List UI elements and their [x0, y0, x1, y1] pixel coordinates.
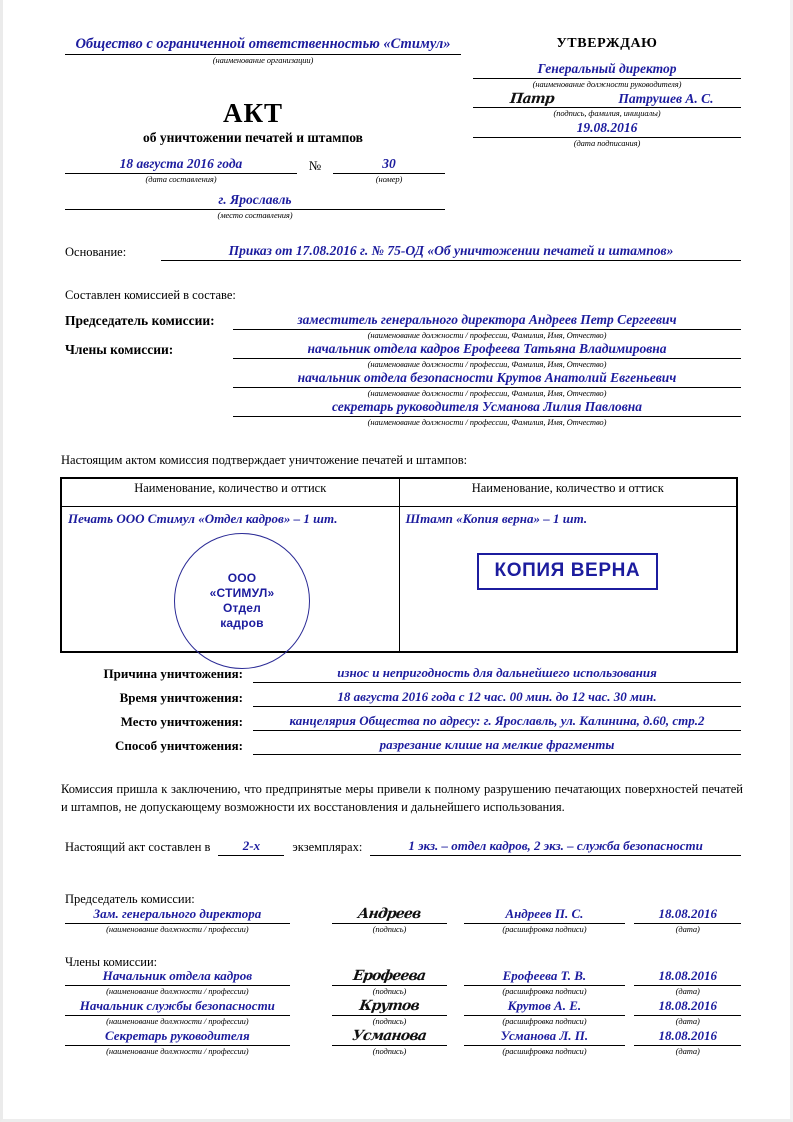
detail-field: [253, 689, 741, 707]
organization-caption: (наименование организации): [212, 55, 314, 65]
detail-value: износ и непригодность для дальнейшего использования: [337, 665, 657, 680]
seal-impression-area: [62, 527, 399, 645]
signature-scribble: Ерофеева: [352, 968, 427, 984]
approval-date: 19.08.2016: [576, 120, 638, 135]
signature-gap: [290, 998, 333, 1026]
table-header-right: Наименование, количество и оттиск: [399, 479, 737, 507]
chair-signature-heading: Председатель комиссии:: [65, 892, 195, 906]
copies-count-underline: [218, 855, 284, 856]
document-number-field: [333, 156, 445, 184]
signature-position-caption: (наименование должности / профессии): [106, 986, 249, 996]
basis-value: Приказ от 17.08.2016 г. № 75-ОД «Об уничтожении печатей и штампов»: [228, 243, 674, 258]
detail-underline: [253, 754, 741, 755]
document-number: 30: [382, 156, 396, 171]
approver-position-field: [473, 61, 741, 89]
commission-row-value: начальник отдела кадров Ерофеева Татьяна Владимировна: [307, 341, 667, 356]
date-number-row: [65, 156, 445, 184]
signature-row: [65, 968, 741, 996]
signature-gap: [447, 1028, 464, 1056]
copies-count-field: [218, 838, 284, 856]
signature-name: Ерофеева Т. В.: [502, 968, 587, 983]
detail-row: [65, 713, 741, 731]
commission-row-caption: (наименование должности / профессии, Фамилия, Имя, Отчество): [367, 417, 607, 427]
approver-signature-row: [473, 91, 741, 107]
signature-gap: [447, 968, 464, 996]
signature-name-caption: (расшифровка подписи): [502, 986, 587, 996]
page-subtitle: об уничтожении печатей и штампов: [143, 130, 363, 145]
approver-position-caption: (наименование должности руководителя): [532, 79, 682, 89]
commission-list: [65, 312, 741, 427]
signature-position-caption: (наименование должности / профессии): [106, 924, 249, 934]
signature-date-caption: (дата): [675, 924, 700, 934]
table-cell-stamp: [399, 507, 737, 652]
commission-row-value: секретарь руководителя Усманова Лилия Павловна: [331, 399, 643, 414]
signature-name: Андреев П. С.: [505, 906, 584, 921]
commission-row-value: начальник отдела безопасности Крутов Анатолий Евгеньевич: [297, 370, 677, 385]
copies-middle: экземплярах:: [292, 840, 363, 854]
signature-date-caption: (дата): [675, 1016, 700, 1026]
signature-sign-cell: [332, 998, 446, 1026]
organization-name: Общество с ограниченной ответственностью «Стимул»: [75, 36, 451, 52]
signature-date-cell: [634, 998, 741, 1026]
copies-prefix: Настоящий акт составлен в: [65, 840, 211, 854]
signature-gap: [625, 906, 635, 934]
detail-underline: [253, 706, 741, 707]
seal-line-3: Отдел: [223, 601, 261, 615]
commission-row-label: [65, 399, 233, 400]
copies-count: 2-х: [242, 838, 261, 853]
commission-row: [65, 399, 741, 427]
signature-sign-caption: (подпись): [372, 924, 407, 934]
commission-row-label: Председатель комиссии:: [65, 313, 215, 328]
copies-detail-field: [370, 838, 741, 856]
signature-sign-cell: [332, 1028, 446, 1056]
signature-scribble: Крутов: [358, 998, 421, 1014]
detail-underline: [253, 730, 741, 731]
approver-name: Патрушев А. С.: [618, 91, 714, 106]
copies-detail: 1 экз. – отдел кадров, 2 экз. – служба безопасности: [408, 838, 703, 853]
signature-date-cell: [634, 906, 741, 934]
detail-row: [65, 665, 741, 683]
signature-row: [65, 906, 741, 934]
basis-underline: [161, 260, 741, 261]
members-signature-heading: Члены комиссии:: [65, 955, 158, 969]
commission-row-label: [65, 370, 233, 371]
signature-row: [65, 1028, 741, 1056]
commission-row-field: [233, 341, 741, 369]
signature-position: Зам. генерального директора: [93, 906, 262, 921]
signature-scribble: Андреев: [357, 906, 422, 922]
signature-name-cell: [464, 906, 625, 934]
detail-label: Способ уничтожения:: [115, 738, 243, 753]
approver-position: Генеральный директор: [537, 61, 677, 76]
signature-date: 18.08.2016: [658, 968, 717, 983]
signature-gap: [290, 906, 333, 934]
signature-name-caption: (расшифровка подписи): [502, 1016, 587, 1026]
number-label: №: [308, 158, 322, 173]
signature-position-cell: [65, 968, 290, 996]
signature-gap: [290, 1028, 333, 1056]
basis-row: [65, 243, 741, 261]
approve-word: УТВЕРЖДАЮ: [556, 36, 658, 51]
detail-field: [253, 737, 741, 755]
commission-row: [65, 370, 741, 398]
signature-date-cell: [634, 1028, 741, 1056]
place-field: [65, 192, 445, 220]
signature-sign-caption: (подпись): [372, 986, 407, 996]
chair-signature-block: [65, 906, 741, 934]
signature-gap: [447, 906, 464, 934]
members-signature-block: [65, 968, 741, 1056]
signature-name-caption: (расшифровка подписи): [502, 924, 587, 934]
detail-value: канцелярия Общества по адресу: г. Ярославль, ул. Калинина, д.60, стр.2: [289, 713, 705, 728]
seal-line-2: «СТИМУЛ»: [209, 586, 275, 600]
approver-signature-scribble: Патр: [509, 91, 555, 107]
compile-date: 18 августа 2016 года: [119, 156, 243, 171]
compile-date-caption: (дата составления): [145, 174, 217, 184]
signature-name-cell: [464, 1028, 625, 1056]
signature-date-caption: (дата): [675, 1046, 700, 1056]
place-value: г. Ярославль: [218, 192, 292, 207]
signature-position-caption: (наименование должности / профессии): [106, 1046, 249, 1056]
signature-gap: [625, 968, 635, 996]
stamp-item-label: Штамп «Копия верна» – 1 шт.: [405, 511, 588, 526]
commission-row-caption: (наименование должности / профессии, Фамилия, Имя, Отчество): [367, 330, 607, 340]
organization-field: [65, 36, 461, 65]
detail-row: [65, 689, 741, 707]
signature-name-cell: [464, 968, 625, 996]
detail-label: Причина уничтожения:: [103, 666, 243, 681]
copies-detail-underline: [370, 855, 741, 856]
signature-date-caption: (дата): [675, 986, 700, 996]
detail-field: [253, 713, 741, 731]
signature-gap: [625, 998, 635, 1026]
detail-row: [65, 737, 741, 755]
commission-row-field: [233, 312, 741, 340]
commission-row-value: заместитель генерального директора Андреев Петр Сергеевич: [297, 312, 677, 327]
signature-sign-caption: (подпись): [372, 1016, 407, 1026]
table-intro-text: Настоящим актом комиссия подтверждает уничтожение печатей и штампов:: [61, 453, 468, 467]
signature-gap: [290, 968, 333, 996]
compile-date-field: [65, 156, 297, 184]
basis-label: Основание:: [65, 245, 127, 259]
signature-position-caption: (наименование должности / профессии): [106, 1016, 249, 1026]
basis-field: [161, 243, 741, 261]
detail-underline: [253, 682, 741, 683]
signature-sign-cell: [332, 968, 446, 996]
signature-sign-cell: [332, 906, 446, 934]
signature-row: [65, 998, 741, 1026]
page-title: АКТ: [222, 98, 284, 128]
detail-label: Время уничтожения:: [119, 690, 243, 705]
signature-gap: [447, 998, 464, 1026]
signature-name-caption: (расшифровка подписи): [502, 1046, 587, 1056]
signature-position-cell: [65, 1028, 290, 1056]
detail-value: разрезание клише на мелкие фрагменты: [379, 737, 615, 752]
composed-by-line: Составлен комиссией в составе:: [65, 288, 236, 302]
commission-row: [65, 312, 741, 340]
commission-row-caption: (наименование должности / профессии, Фамилия, Имя, Отчество): [367, 359, 607, 369]
commission-row-field: [233, 370, 741, 398]
stamp-impression-area: [400, 527, 737, 645]
detail-value: 18 августа 2016 года с 12 час. 00 мин. до 12 час. 30 мин.: [337, 689, 657, 704]
signature-gap: [625, 1028, 635, 1056]
approver-signature-caption: (подпись, фамилия, инициалы): [553, 108, 661, 118]
seal-line-1: ООО: [227, 571, 257, 585]
seal-table: [60, 477, 738, 653]
table-row: [62, 507, 737, 652]
signature-name: Усманова Л. П.: [500, 1028, 589, 1043]
signature-name: Крутов А. Е.: [507, 998, 582, 1013]
signature-date-cell: [634, 968, 741, 996]
signature-scribble: Усманова: [351, 1028, 428, 1044]
document-number-caption: (номер): [375, 174, 403, 184]
signature-position-cell: [65, 906, 290, 934]
place-caption: (место составления): [217, 210, 293, 220]
approver-signature-field: [473, 91, 741, 118]
signature-date: 18.08.2016: [658, 906, 717, 921]
signature-position-cell: [65, 998, 290, 1026]
commission-row-caption: (наименование должности / профессии, Фамилия, Имя, Отчество): [367, 388, 607, 398]
seal-line-4: кадров: [220, 616, 264, 630]
signature-position: Начальник службы безопасности: [79, 998, 275, 1013]
table-cell-seal: [62, 507, 400, 652]
round-seal-icon: [174, 533, 310, 669]
seal-item-label: Печать ООО Стимул «Отдел кадров» – 1 шт.: [68, 511, 338, 526]
signature-date: 18.08.2016: [658, 998, 717, 1013]
approval-date-field: [473, 120, 741, 148]
approval-block: [473, 36, 741, 148]
commission-row-label: Члены комиссии:: [65, 342, 174, 357]
conclusion-paragraph: Комиссия пришла к заключению, что предпринятые меры привели к полному разрушению печатающих поверхностей печатей и штампов, не допускающему возможности их восстановления и дальнейшего использования.: [61, 782, 743, 814]
signature-position: Начальник отдела кадров: [102, 968, 253, 983]
copies-row: [65, 838, 741, 856]
table-header-row: [62, 479, 737, 507]
commission-row-field: [233, 399, 741, 427]
approval-date-caption: (дата подписания): [573, 138, 641, 148]
destruction-details: [65, 665, 741, 761]
signature-sign-caption: (подпись): [372, 1046, 407, 1056]
signature-date: 18.08.2016: [658, 1028, 717, 1043]
detail-field: [253, 665, 741, 683]
commission-row: [65, 341, 741, 369]
detail-label: Место уничтожения:: [120, 714, 243, 729]
table-header-left: Наименование, количество и оттиск: [62, 479, 400, 507]
signature-position: Секретарь руководителя: [105, 1028, 250, 1043]
rect-stamp-icon: КОПИЯ ВЕРНА: [477, 553, 659, 590]
signature-name-cell: [464, 998, 625, 1026]
